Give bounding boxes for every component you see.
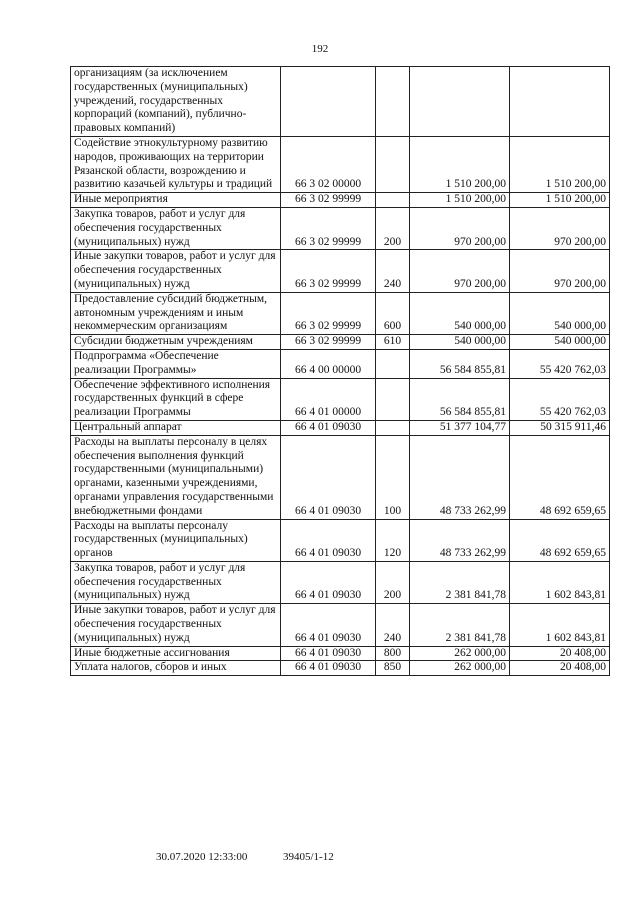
row-name: Иные закупки товаров, работ и услуг для обеспечения государственных (муниципальных) нужд bbox=[71, 604, 281, 646]
row-amount-year-2: 970 200,00 bbox=[510, 207, 610, 249]
footer-doc-id: 39405/1-12 bbox=[283, 851, 334, 863]
row-amount-year-1: 56 584 855,81 bbox=[410, 349, 510, 378]
row-amount-year-2: 55 420 762,03 bbox=[510, 378, 610, 420]
row-code: 66 4 01 09030 bbox=[281, 604, 376, 646]
row-name: Центральный аппарат bbox=[71, 420, 281, 435]
table-row bbox=[71, 136, 610, 192]
row-name: Предоставление субсидий бюджетным, автономным учреждениям и иным некоммерческим организациям bbox=[71, 292, 281, 334]
row-name: Иные закупки товаров, работ и услуг для обеспечения государственных (муниципальных) нужд bbox=[71, 250, 281, 292]
row-expense-type: 850 bbox=[376, 661, 410, 676]
row-expense-type: 600 bbox=[376, 292, 410, 334]
row-amount-year-2: 1 510 200,00 bbox=[510, 136, 610, 192]
row-name: Содействие этнокультурному развитию народов, проживающих на территории Рязанской области, возрождению и развитию казачьей культуры и традиций bbox=[71, 136, 281, 192]
table-row bbox=[71, 661, 610, 676]
table-row bbox=[71, 435, 610, 519]
row-amount-year-1: 51 377 104,77 bbox=[410, 420, 510, 435]
row-amount-year-1: 48 733 262,99 bbox=[410, 435, 510, 519]
table-row bbox=[71, 193, 610, 208]
row-amount-year-2: 540 000,00 bbox=[510, 292, 610, 334]
row-amount-year-2: 1 602 843,81 bbox=[510, 561, 610, 603]
row-code: 66 3 02 99999 bbox=[281, 292, 376, 334]
table-row bbox=[71, 561, 610, 603]
row-code: 66 4 01 09030 bbox=[281, 646, 376, 661]
row-name: Иные мероприятия bbox=[71, 193, 281, 208]
row-name: организациям (за исключением государственных (муниципальных) учреждений, государственных корпораций (компаний), публично-правовых компаний) bbox=[71, 67, 281, 137]
row-amount-year-1: 540 000,00 bbox=[410, 292, 510, 334]
row-code: 66 3 02 99999 bbox=[281, 250, 376, 292]
row-name: Закупка товаров, работ и услуг для обеспечения государственных (муниципальных) нужд bbox=[71, 561, 281, 603]
row-amount-year-2 bbox=[510, 67, 610, 137]
table-row bbox=[71, 335, 610, 350]
table-row bbox=[71, 67, 610, 137]
table-row bbox=[71, 292, 610, 334]
row-name: Субсидии бюджетным учреждениям bbox=[71, 335, 281, 350]
row-name: Расходы на выплаты персоналу государственных (муниципальных) органов bbox=[71, 519, 281, 561]
row-expense-type: 200 bbox=[376, 207, 410, 249]
row-amount-year-1: 262 000,00 bbox=[410, 646, 510, 661]
row-code: 66 4 01 09030 bbox=[281, 435, 376, 519]
table-row bbox=[71, 349, 610, 378]
row-expense-type: 100 bbox=[376, 435, 410, 519]
row-name: Подпрограмма «Обеспечение реализации Программы» bbox=[71, 349, 281, 378]
row-amount-year-2: 20 408,00 bbox=[510, 646, 610, 661]
row-expense-type bbox=[376, 420, 410, 435]
table-row bbox=[71, 604, 610, 646]
row-code: 66 4 01 09030 bbox=[281, 420, 376, 435]
table-row bbox=[71, 378, 610, 420]
row-amount-year-1: 56 584 855,81 bbox=[410, 378, 510, 420]
row-amount-year-1: 1 510 200,00 bbox=[410, 136, 510, 192]
row-code bbox=[281, 67, 376, 137]
row-expense-type bbox=[376, 193, 410, 208]
row-code: 66 4 01 09030 bbox=[281, 519, 376, 561]
row-amount-year-1: 1 510 200,00 bbox=[410, 193, 510, 208]
row-expense-type bbox=[376, 67, 410, 137]
row-amount-year-1: 540 000,00 bbox=[410, 335, 510, 350]
row-code: 66 3 02 00000 bbox=[281, 136, 376, 192]
footer-timestamp: 30.07.2020 12:33:00 bbox=[156, 851, 248, 863]
row-amount-year-1: 48 733 262,99 bbox=[410, 519, 510, 561]
table-row bbox=[71, 250, 610, 292]
row-amount-year-2: 48 692 659,65 bbox=[510, 435, 610, 519]
row-amount-year-2: 1 602 843,81 bbox=[510, 604, 610, 646]
row-amount-year-2: 1 510 200,00 bbox=[510, 193, 610, 208]
row-expense-type: 240 bbox=[376, 604, 410, 646]
row-amount-year-1: 2 381 841,78 bbox=[410, 561, 510, 603]
table-row bbox=[71, 420, 610, 435]
row-name: Иные бюджетные ассигнования bbox=[71, 646, 281, 661]
row-amount-year-2: 970 200,00 bbox=[510, 250, 610, 292]
row-amount-year-1: 970 200,00 bbox=[410, 207, 510, 249]
table-row bbox=[71, 646, 610, 661]
table-row bbox=[71, 207, 610, 249]
row-name: Расходы на выплаты персоналу в целях обеспечения выполнения функций государственными (муниципальными) органами, казенными учреждениями, органами управления государственными внебюджетными фондами bbox=[71, 435, 281, 519]
row-code: 66 3 02 99999 bbox=[281, 335, 376, 350]
page-number: 192 bbox=[311, 43, 329, 55]
row-code: 66 4 01 00000 bbox=[281, 378, 376, 420]
table-row bbox=[71, 519, 610, 561]
row-amount-year-1: 970 200,00 bbox=[410, 250, 510, 292]
row-amount-year-2: 540 000,00 bbox=[510, 335, 610, 350]
row-name: Уплата налогов, сборов и иных bbox=[71, 661, 281, 676]
row-expense-type: 610 bbox=[376, 335, 410, 350]
row-amount-year-2: 55 420 762,03 bbox=[510, 349, 610, 378]
row-code: 66 4 00 00000 bbox=[281, 349, 376, 378]
row-code: 66 4 01 09030 bbox=[281, 561, 376, 603]
budget-table-body bbox=[71, 67, 610, 676]
row-amount-year-1: 262 000,00 bbox=[410, 661, 510, 676]
row-code: 66 3 02 99999 bbox=[281, 207, 376, 249]
row-amount-year-2: 20 408,00 bbox=[510, 661, 610, 676]
row-code: 66 3 02 99999 bbox=[281, 193, 376, 208]
row-name: Обеспечение эффективного исполнения государственных функций в сфере реализации Программы bbox=[71, 378, 281, 420]
budget-table bbox=[70, 66, 610, 676]
row-code: 66 4 01 09030 bbox=[281, 661, 376, 676]
row-expense-type bbox=[376, 349, 410, 378]
row-expense-type bbox=[376, 378, 410, 420]
row-expense-type bbox=[376, 136, 410, 192]
row-expense-type: 800 bbox=[376, 646, 410, 661]
row-amount-year-1 bbox=[410, 67, 510, 137]
row-expense-type: 240 bbox=[376, 250, 410, 292]
row-amount-year-2: 50 315 911,46 bbox=[510, 420, 610, 435]
row-amount-year-1: 2 381 841,78 bbox=[410, 604, 510, 646]
row-amount-year-2: 48 692 659,65 bbox=[510, 519, 610, 561]
row-name: Закупка товаров, работ и услуг для обеспечения государственных (муниципальных) нужд bbox=[71, 207, 281, 249]
row-expense-type: 200 bbox=[376, 561, 410, 603]
row-expense-type: 120 bbox=[376, 519, 410, 561]
